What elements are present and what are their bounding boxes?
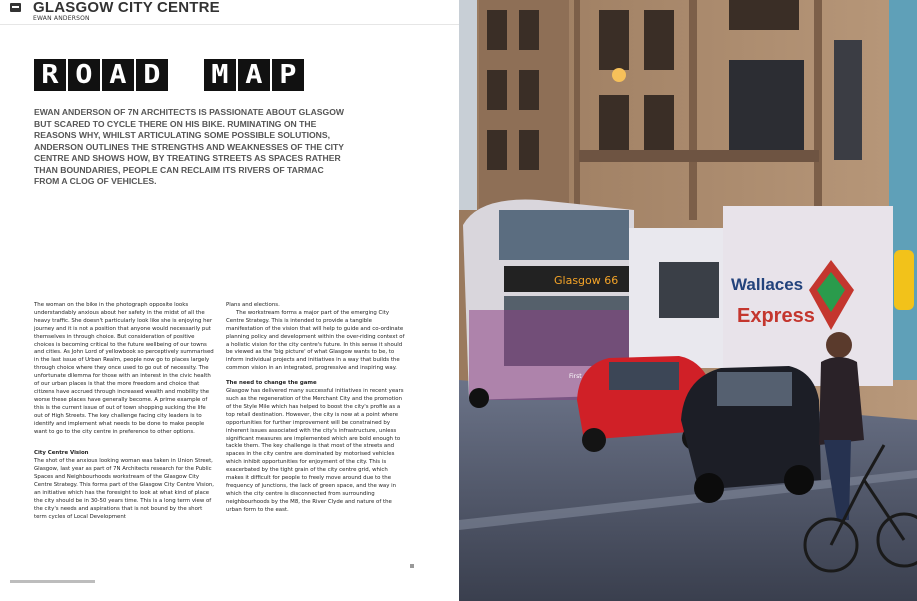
headline-letter: A (102, 59, 134, 91)
headline-word-map (204, 59, 306, 91)
blue-vehicle-edge (889, 0, 917, 380)
body-column-2 (226, 302, 407, 515)
subheading: The need to change the game (226, 380, 317, 387)
standfirst: EWAN ANDERSON OF 7N ARCHITECTS IS PASSIONATE ABOUT GLASGOW BUT SCARED TO CYCLE THERE ON HIS BIKE. RUMINATING ON THE REASONS WHY, WHILST ARTICULATING SOME POSSIBLE SOLUTIONS, ANDERSON OUTLINES THE STRENGTHS AND WEAKNESSES OF THE CITY CENTRE AND SHOWS HOW, BY TREATING STREETS AS SPACES RATHER THAN BOUNDARIES, PEOPLE CAN RECLAIM ITS RIVERS OF TARMAC FROM A CLOG OF VEHICLES. (34, 107, 345, 186)
body-paragraph: Plans and elections. (226, 302, 280, 308)
subheading: City Centre Vision (34, 450, 89, 457)
body-paragraph: The woman on the bike in the photograph opposite looks understandably anxious about her safety in the midst of all the heavy traffic. She doesn't particularly look like she is enjoying her journey and it is not a position that anyone would necessarily put themselves in through choice. But consideration of positive choices is becoming critical to the future wellbeing of our towns and cities. As John Lord of yellowbook so perceptively summarised in the last issue of Urban Realm, people now go to places largely through choice where they once used to go out of necessity. The unfortunate dilemma for those with an interest in the civic health of our urban places is that the more freedom and choice that citizens have accrued through increased wealth and mobility the worse these places have generally become. A prime example of this is the current issue of out of town shopping sucking the life out of High Streets. The key challenge facing city leaders is to identify and implement what needs to be done to make people want to go to the city centre in preference to other options. (34, 302, 214, 435)
street-photo (459, 0, 917, 601)
author-name: EWAN ANDERSON (33, 15, 90, 22)
sky-strip (459, 0, 477, 210)
truck-brand-line1: Wallaces (731, 275, 804, 294)
headline-word-road (34, 59, 170, 91)
photo-scene (459, 0, 917, 601)
headline-letter: P (272, 59, 304, 91)
bus-destination: Glasgow 66 (554, 274, 619, 287)
headline-letter: R (34, 59, 66, 91)
body-column-1 (34, 302, 215, 522)
headline-letter: D (136, 59, 168, 91)
page-header (0, 0, 459, 25)
section-title: GLASGOW CITY CENTRE (33, 0, 220, 16)
headline-letter: O (68, 59, 100, 91)
headline (34, 59, 306, 91)
end-marker (410, 564, 414, 568)
street-lamp (612, 68, 626, 82)
truck-brand-line2: Express (737, 305, 815, 327)
section-marker-icon (10, 3, 21, 12)
body-paragraph: Glasgow has delivered many successful initiatives in recent years such as the regeneration of the Merchant City and the promotion of the Style Mile which has helped to boost the city's profile as a top retail destination. However, the city is now at a point where opportunities for further improvement will be constrained by inherent issues associated with the city's infrastructure, unless significant measures are implemented which are bold enough to tackle them. The key challenge is that most of the streets and spaces in the city centre are dominated by motorised vehicles which inhibit opportunities for enjoyment of the city. This is exacerbated by the tight grain of the city centre grid, which makes it difficult for people to freely move around due to the frequency of junctions, the lack of green space, and the way in which the city centre is disconnected from surrounding neighbourhoods by the M8, the River Clyde and nature of the urban form to the east. (226, 388, 404, 513)
page-progress-bar (10, 580, 95, 583)
bus-side-text: First (569, 373, 582, 380)
headline-letter: A (238, 59, 270, 91)
headline-letter: M (204, 59, 236, 91)
body-paragraph: The workstream forms a major part of the emerging City Centre Strategy. This is intended to provide a tangible manifestation of the vision that will help to guide and co-ordinate planning policy and development within the over-riding context of a holistic vision for the city centre's future. In this sense it should be viewed as the 'big picture' of what Glasgow wants to be, to inform individual projects and initiatives in a way that builds the common vision in an integrated, progressive and inspiring way. (226, 309, 405, 372)
body-paragraph: The shot of the anxious looking woman was taken in Union Street, Glasgow, last year as part of 7N Architects research for the Public Spaces and Neighbourhoods workstream of the Glasgow City Centre Strategy. This forms part of the Glasgow City Centre Vision, an initiative which has the foresight to look at what kind of place the city should be in 30-50 years time. This is a long term view of the city's needs and aspirations that is not bound by the short term cycles of Local Development (34, 458, 214, 520)
black-car (681, 366, 821, 503)
